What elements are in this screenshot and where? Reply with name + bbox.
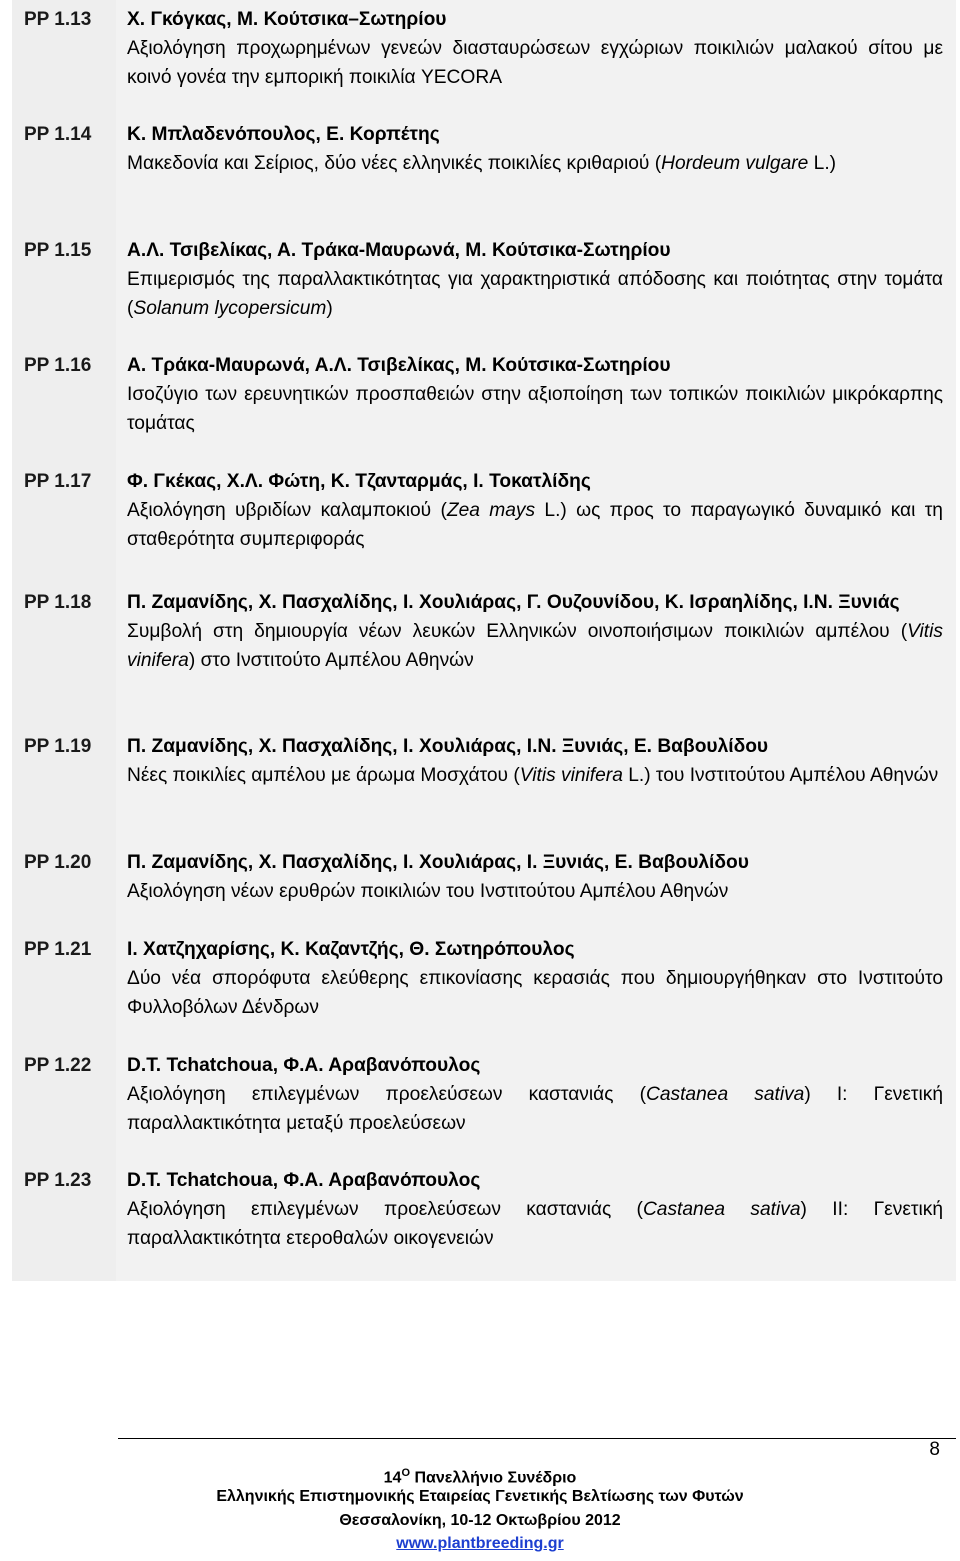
- entry-body: [127, 467, 943, 554]
- entry-code: PP 1.15: [24, 240, 92, 261]
- entry-code: PP 1.13: [24, 9, 92, 30]
- footer-location-date: Θεσσαλονίκη, 10-12 Οκτωβρίου 2012: [339, 1512, 621, 1529]
- footer-conference-name: Πανελλήνιο Συνέδριο: [410, 1469, 577, 1487]
- entry-authors: Π. Ζαμανίδης, Χ. Πασχαλίδης, Ι. Χουλιάρας, Γ. Ουζουνίδου, Κ. Ισραηλίδης, Ι.Ν. Ξυνιάς: [127, 592, 900, 613]
- entry-authors: Α.Λ. Τσιβελίκας, Α. Τράκα-Μαυρωνά, Μ. Κούτσικα-Σωτηρίου: [127, 240, 671, 261]
- entry-body: [127, 588, 943, 675]
- entry-title-text: ) στο Ινστιτούτο Αμπέλου Αθηνών: [188, 650, 474, 671]
- entry-title-text: Συμβολή στη δημιουργία νέων λευκών Ελληνικών οινοποιήσιμων ποικιλιών αμπέλου (: [127, 621, 908, 642]
- entry-title-text: L.) ως προς το παραγωγικό δυναμικό και τη σταθερότητα συμπεριφοράς: [127, 500, 943, 550]
- entry-code: PP 1.21: [24, 939, 92, 960]
- entry-title: [127, 877, 943, 906]
- entry-title-species: Solanum lycopersicum: [133, 298, 327, 319]
- entry-code: PP 1.17: [24, 471, 92, 492]
- entry-code: PP 1.23: [24, 1170, 92, 1191]
- footer-edition-number: 14: [383, 1469, 402, 1487]
- entry-title-text: Αξιολόγηση νέων ερυθρών ποικιλιών του Ινστιτούτου Αμπέλου Αθηνών: [127, 881, 729, 902]
- footer-edition-sup: Ο: [401, 1467, 411, 1479]
- entry-title-text: ) Ι: Γενετική παραλλακτικότητα μεταξύ προελεύσεων: [127, 1084, 943, 1134]
- entry-title: [127, 964, 943, 1022]
- entry-body: [127, 351, 943, 438]
- entry-code: PP 1.14: [24, 124, 92, 145]
- entry-title: [127, 34, 943, 92]
- entry-title-species: Castanea sativa: [645, 1084, 805, 1105]
- entry-title-text: Ισοζύγιο των ερευνητικών προσπαθειών στην αξιοποίηση των τοπικών ποικιλιών μικρόκαρπης τομάτας: [127, 384, 943, 434]
- page-number: 8: [929, 1439, 940, 1460]
- entry-body: [127, 1166, 943, 1253]
- entry-title-text: Αξιολόγηση επιλεγμένων προελεύσεων καστανιάς (: [127, 1199, 643, 1220]
- entry-body: [127, 848, 943, 906]
- entry-title-text: Αξιολόγηση υβριδίων καλαμποκιού (: [127, 500, 447, 521]
- entry-title: [127, 1195, 943, 1253]
- entry-body: [127, 732, 943, 790]
- footer-society: Ελληνικής Επιστημονικής Εταιρείας Γενετικής Βελτίωσης των Φυτών: [216, 1488, 744, 1505]
- entry-title-species: Castanea sativa: [642, 1199, 801, 1220]
- entry-title: [127, 265, 943, 323]
- entry-authors: Κ. Μπλαδενόπουλος, Ε. Κορπέτης: [127, 124, 440, 145]
- entry-code: PP 1.22: [24, 1055, 92, 1076]
- entry-title-text: Νέες ποικιλίες αμπέλου με άρωμα Μοσχάτου (: [127, 765, 520, 786]
- entry-title-text: ): [326, 298, 333, 319]
- entry-title-species: Vitis vinifera: [127, 621, 943, 671]
- entry-title-species: Hordeum vulgare: [661, 153, 809, 174]
- footer-divider: [118, 1438, 956, 1439]
- entry-authors: Π. Ζαμανίδης, Χ. Πασχαλίδης, Ι. Χουλιάρας, Ι.Ν. Ξυνιάς, Ε. Βαβουλίδου: [127, 736, 769, 757]
- entry-body: [127, 236, 943, 323]
- entry-title: [127, 149, 943, 178]
- entry-title: [127, 761, 943, 790]
- entry-title-species: Vitis vinifera: [519, 765, 623, 786]
- entry-title-text: Αξιολόγηση προχωρημένων γενεών διασταυρώσεων εγχώριων ποικιλιών μαλακού σίτου με κοινό γονέα την εμπορική ποικιλία YECORA: [127, 38, 943, 88]
- entry-body: [127, 5, 943, 92]
- entry-title: [127, 1080, 943, 1138]
- entry-title-text: L.): [808, 153, 837, 174]
- entry-authors: Π. Ζαμανίδης, Χ. Πασχαλίδης, Ι. Χουλιάρας, Ι. Ξυνιάς, Ε. Βαβουλίδου: [127, 852, 749, 873]
- entry-title-text: Μακεδονία και Σείριος, δύο νέες ελληνικές ποικιλίες κριθαριού (: [127, 153, 662, 174]
- code-column: [12, 0, 116, 1281]
- entry-authors: D.T. Tchatchoua, Φ.Α. Αραβανόπουλος: [127, 1055, 481, 1076]
- entry-code: PP 1.18: [24, 592, 92, 613]
- entry-code: PP 1.16: [24, 355, 92, 376]
- entry-authors: Ι. Χατζηχαρίσης, Κ. Καζαντζής, Θ. Σωτηρόπουλος: [127, 939, 575, 960]
- entry-title: [127, 617, 943, 675]
- entry-title-text: ) ΙΙ: Γενετική παραλλακτικότητα ετεροθαλών οικογενειών: [127, 1199, 943, 1249]
- entry-authors: Φ. Γκέκας, Χ.Λ. Φώτη, Κ. Τζανταρμάς, Ι. Τοκατλίδης: [127, 471, 591, 492]
- entry-title-text: Αξιολόγηση επιλεγμένων προελεύσεων καστανιάς (: [127, 1084, 646, 1105]
- entry-title-text: Δύο νέα σπορόφυτα ελεύθερης επικονίασης κερασιάς που δημιουργήθηκαν στο Ινστιτούτο Φυλλοβόλων Δένδρων: [127, 968, 943, 1018]
- entry-authors: Α. Τράκα-Μαυρωνά, Α.Λ. Τσιβελίκας, Μ. Κούτσικα-Σωτηρίου: [127, 355, 671, 376]
- entry-code: PP 1.19: [24, 736, 92, 757]
- entry-body: [127, 935, 943, 1022]
- entry-body: [127, 120, 943, 178]
- entry-title-species: Zea mays: [446, 500, 536, 521]
- entry-authors: Χ. Γκόγκας, Μ. Κούτσικα–Σωτηρίου: [127, 9, 447, 30]
- entry-authors: D.T. Tchatchoua, Φ.Α. Αραβανόπουλος: [127, 1170, 481, 1191]
- entry-title-text: Επιμερισμός της παραλλακτικότητας για χαρακτηριστικά απόδοσης και ποιότητας στην τομάτα (: [127, 269, 943, 319]
- entry-code: PP 1.20: [24, 852, 92, 873]
- footer-website-row: [0, 1532, 960, 1556]
- entry-body: [127, 1051, 943, 1138]
- footer-website-link[interactable]: www.plantbreeding.gr: [396, 1535, 564, 1552]
- entry-title: [127, 496, 943, 554]
- entry-title: [127, 380, 943, 438]
- entry-title-text: L.) του Ινστιτούτου Αμπέλου Αθηνών: [622, 765, 939, 786]
